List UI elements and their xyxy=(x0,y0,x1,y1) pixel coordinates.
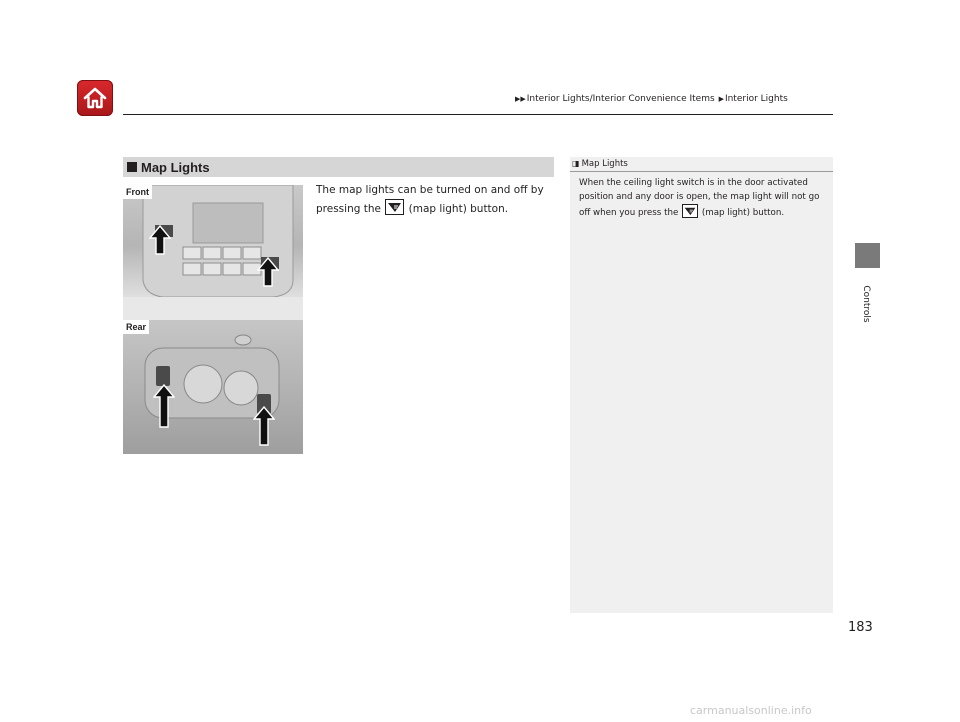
rear-label: Rear xyxy=(123,320,149,334)
note-marker-icon: ◨ xyxy=(572,159,580,168)
section-body xyxy=(316,182,556,218)
note-text-2: (map light) button. xyxy=(701,208,785,218)
front-label: Front xyxy=(123,185,152,199)
page-number: 183 xyxy=(848,620,873,635)
section-heading xyxy=(123,157,554,177)
body-text-2: (map light) button. xyxy=(408,203,509,215)
chapter-tab[interactable] xyxy=(855,243,880,268)
home-icon xyxy=(82,85,108,111)
body-text-1: The map lights can be turned on and off by pressing the xyxy=(316,184,544,215)
front-map-light-photo xyxy=(123,185,303,320)
arrow-up-icon xyxy=(257,257,279,287)
section-bullet-icon xyxy=(127,162,137,172)
note-rule xyxy=(570,171,833,172)
arrow-up-icon xyxy=(153,384,175,428)
arrow-up-icon xyxy=(253,406,275,446)
watermark: carmanualsonline.info xyxy=(690,704,812,717)
breadcrumb: ▶▶Interior Lights/Interior Convenience Items ▶Interior Lights xyxy=(515,94,788,104)
arrow-up-icon xyxy=(149,225,171,255)
note-title xyxy=(572,159,628,169)
note-text-1: When the ceiling light switch is in the door activated position and any door is open, the map light will not go off when you press the xyxy=(579,178,820,218)
note-box xyxy=(570,157,833,613)
rear-map-light-photo xyxy=(123,320,303,454)
rear-console-illustration xyxy=(123,320,303,454)
map-light-icon xyxy=(385,199,404,215)
chapter-tab-label: Controls xyxy=(861,285,871,323)
note-title-text: Map Lights xyxy=(581,159,628,169)
breadcrumb-item[interactable]: Interior Lights xyxy=(724,94,788,104)
breadcrumb-item[interactable]: Interior Lights/Interior Convenience Items xyxy=(526,94,715,104)
section-title: Map Lights xyxy=(141,159,210,175)
map-light-icon xyxy=(682,204,698,218)
header-rule xyxy=(123,114,833,115)
home-button[interactable] xyxy=(77,80,113,116)
note-text xyxy=(579,176,829,220)
